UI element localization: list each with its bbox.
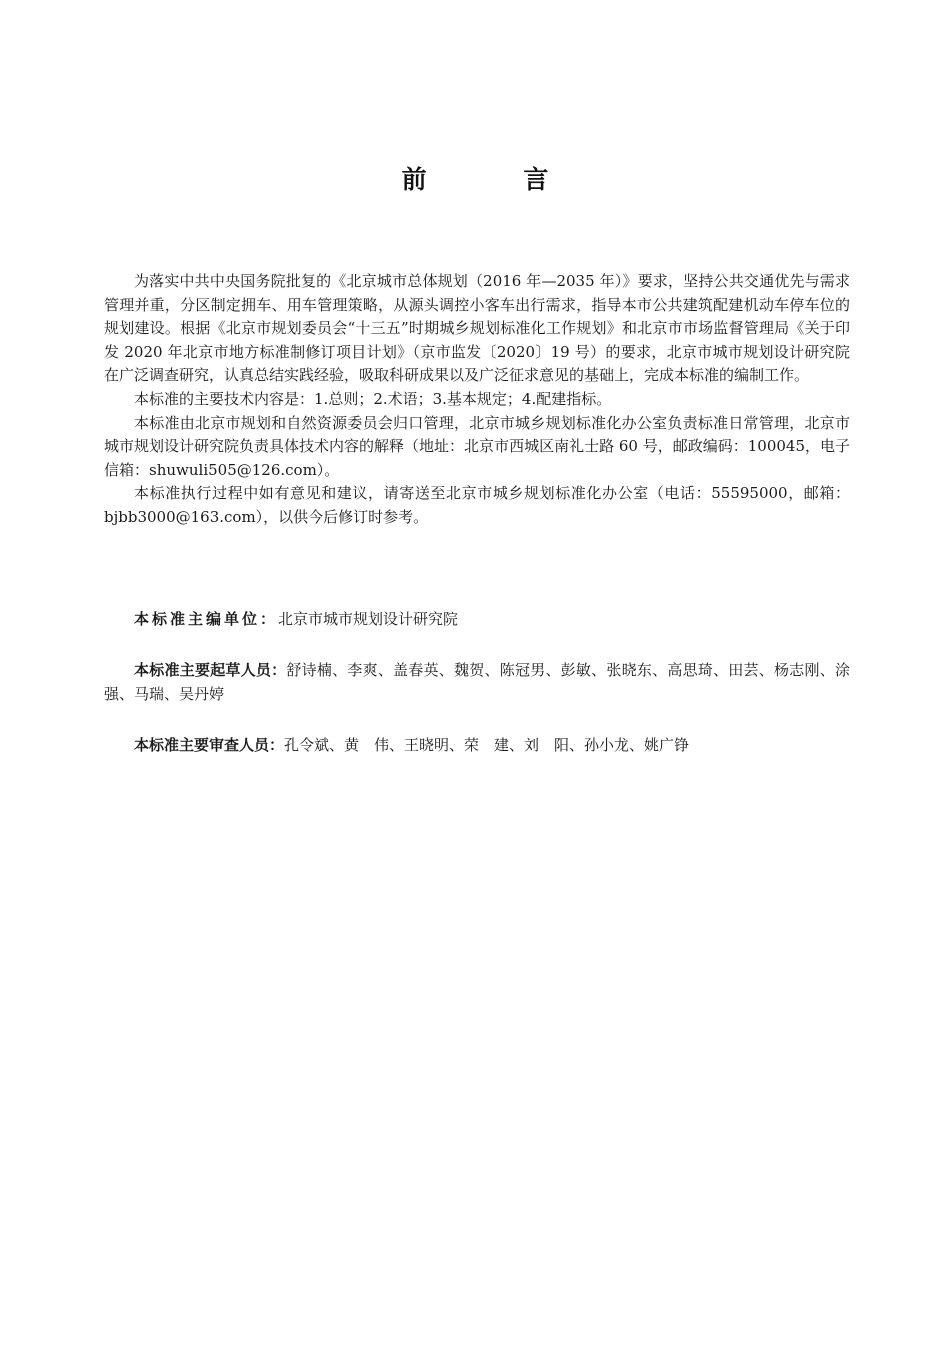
paragraph-feedback: 本标准执行过程中如有意见和建议，请寄送至北京市城乡规划标准化办公室（电话：55595000，邮箱：bjbb3000@163.com），以供今后修订时参考。 xyxy=(104,484,850,526)
chief-editor-unit xyxy=(104,608,850,632)
chief-editor-label: 本标准主编单位： xyxy=(134,610,279,628)
reviewers-label: 本标准主要审查人员： xyxy=(134,736,285,754)
reviewers-value: 孔令斌、黄 伟、王晓明、荣 建、刘 阳、孙小龙、姚广铮 xyxy=(284,736,690,754)
paragraph-background: 为落实中共中央国务院批复的《北京城市总体规划（2016 年—2035 年）》要求，坚持公共交通优先与需求管理并重，分区制定拥车、用车管理策略，从源头调控小客车出行需求，指导本市公共建筑配建机动车停车位的规划建设。根据《北京市规划委员会“十三五”时期城乡规划标准化工作规划》和北京市市场监督管理局《关于印发 2020 年北京市地方标准制修订项目计划》（京市监发〔2020〕19 号）的要求，北京市城市规划设计研究院在广泛调查研究，认真总结实践经验，吸取科研成果以及广泛征求意见的基础上，完成本标准的编制工作。 xyxy=(104,272,850,385)
main-reviewers xyxy=(104,734,850,758)
paragraph-administration: 本标准由北京市规划和自然资源委员会归口管理，北京市城乡规划标准化办公室负责标准日常管理，北京市城市规划设计研究院负责具体技术内容的解释（地址：北京市西城区南礼士路 60 号，邮政编码：100045，电子信箱：shuwuli505@126.com）。 xyxy=(104,413,850,479)
foreword-body xyxy=(104,270,850,530)
page-title: 前 言 xyxy=(401,165,593,194)
drafters-label: 本标准主要起草人员： xyxy=(134,661,287,679)
chief-editor-value: 北京市城市规划设计研究院 xyxy=(278,610,459,628)
main-drafters xyxy=(104,659,850,706)
paragraph-technical-contents: 本标准的主要技术内容是：1.总则；2.术语；3.基本规定；4.配建指标。 xyxy=(134,389,612,408)
drafters-value: 舒诗楠、李爽、盖春英、魏贺、陈冠男、彭敏、张晓东、高思琦、田芸、杨志刚、涂强、马瑞、吴丹婷 xyxy=(104,661,850,703)
